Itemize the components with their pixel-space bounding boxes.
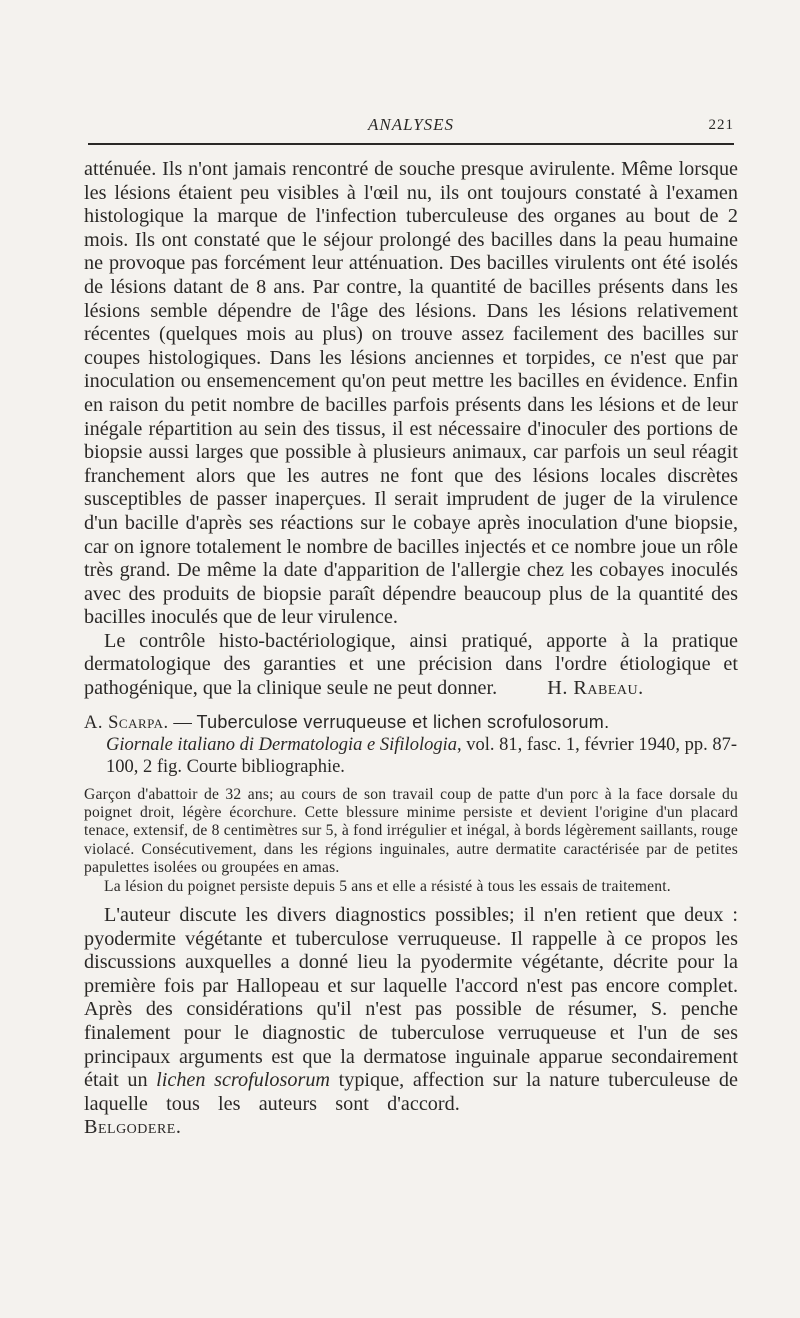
article2-citation <box>106 734 738 778</box>
article2-abstract-1: Garçon d'abattoir de 32 ans; au cours de son travail coup de patte d'un porc à la face dorsale du poignet droit, légère écorchure. Cette blessure minime persiste et devient l'origine d'un placard tenace, extensif, de 8 centimètres sur 5, à fond irrégulier et inégal, à bords légèrement saillants, rouge violacé. Consécutivement, dans les régions inguinales, autre dermatite caractérisée par de petites papulettes isolées ou groupées en amas. <box>84 785 738 877</box>
article1-paragraph-2-text: Le contrôle histo-bactériologique, ainsi pratiqué, apporte à la pratique dermatologique des garanties et une précision dans l'ordre étiologique et pathogénique, que la clinique seule ne peut donner. <box>84 629 738 700</box>
article2-heading <box>84 711 738 734</box>
page-header <box>88 115 734 137</box>
article2-dash: — <box>173 712 192 733</box>
article2-paragraph <box>84 904 738 1140</box>
running-head: ANALYSES <box>367 115 455 134</box>
article2-abstract-2: La lésion du poignet persiste depuis 5 ans et elle a résisté à tous les essais de traitement. <box>104 877 671 895</box>
article2-paragraph-italic: lichen scrofulosorum <box>156 1069 330 1092</box>
article2-paragraph-text-a: L'auteur discute les divers diagnostics possibles; il n'en retient que deux : pyodermite végétante et tuberculose verruqueuse. Il rappelle à ce propos les discussions auxquelles a donné lieu la pyodermite végétante, décrite pour la première fois par Hallopeau et sur laquelle l'accord n'est pas encore complet. Après des considérations qu'il n'est pas possible de résumer, S. penche finalement pour le diagnostic de tuberculose verruqueuse et l'un de ses principaux arguments est que la dermatose inguinale apparue secondairement était un <box>84 904 738 1092</box>
article1-paragraph-1: atténuée. Ils n'ont jamais rencontré de souche presque avirulente. Même lorsque les lésions étaient peu visibles à l'œil nu, ils ont toujours constaté à l'examen histologique la marque de l'infection tuberculeuse des organes au bout de 2 mois. Ils ont constaté que le séjour prolongé des bacilles dans la peau humaine ne provoque pas forcément leur atténuation. Des bacilles virulents ont été isolés de lésions datant de 8 ans. Par contre, la quantité de bacilles présents dans les lésions semble dépendre de l'âge des lésions. Dans les lésions relativement récentes (quelques mois au plus) on trouve assez facilement des bacilles sur coupes histologiques. Dans les lésions anciennes et torpides, ce n'est que par inoculation ou ensemencement qu'on peut mettre les bacilles en évidence. Enfin en raison du petit nombre de bacilles parfois présents dans les lésions et de leur inégale répartition au sein des tissus, il est nécessaire d'inoculer des portions de biopsie aussi larges que possible à plusieurs animaux, car parfois un seul réagit franchement alors que les autres ne font que des lésions locales discrètes susceptibles de passer inaperçues. Il serait imprudent de juger de la virulence d'un bacille d'après ses réactions sur le cobaye après inoculation d'une biopsie, car on ignore totalement le nombre de bacilles injectés et ce nombre joue un rôle très grand. De même la date d'apparition de l'allergie chez les cobayes inoculés avec des produits de biopsie paraît dépendre beaucoup plus de la quantité des bacilles inoculés que de leur virulence. <box>84 158 738 629</box>
header-rule <box>88 143 734 145</box>
article2-citation-rest: , vol. 81, fasc. 1, février 1940, pp. 87-100, 2 fig. Courte bibliographie. <box>106 734 737 777</box>
article2-signature: Belgodere. <box>84 1116 182 1139</box>
page-number: 221 <box>708 117 734 133</box>
article1-signature: H. Rabeau. <box>547 677 644 700</box>
article2-title: Tuberculose verruqueuse et lichen scrofulosorum. <box>196 711 610 732</box>
page-body <box>84 158 738 1140</box>
article2-journal: Giornale italiano di Dermatologia e Sifilologia <box>106 734 457 755</box>
article2-author: A. Scarpa. <box>84 712 169 733</box>
article2-paragraph-text-b: typique, affection sur la nature tuberculeuse de laquelle tous les auteurs sont d'accord. <box>84 1069 738 1115</box>
article1-paragraph-2 <box>84 630 738 701</box>
